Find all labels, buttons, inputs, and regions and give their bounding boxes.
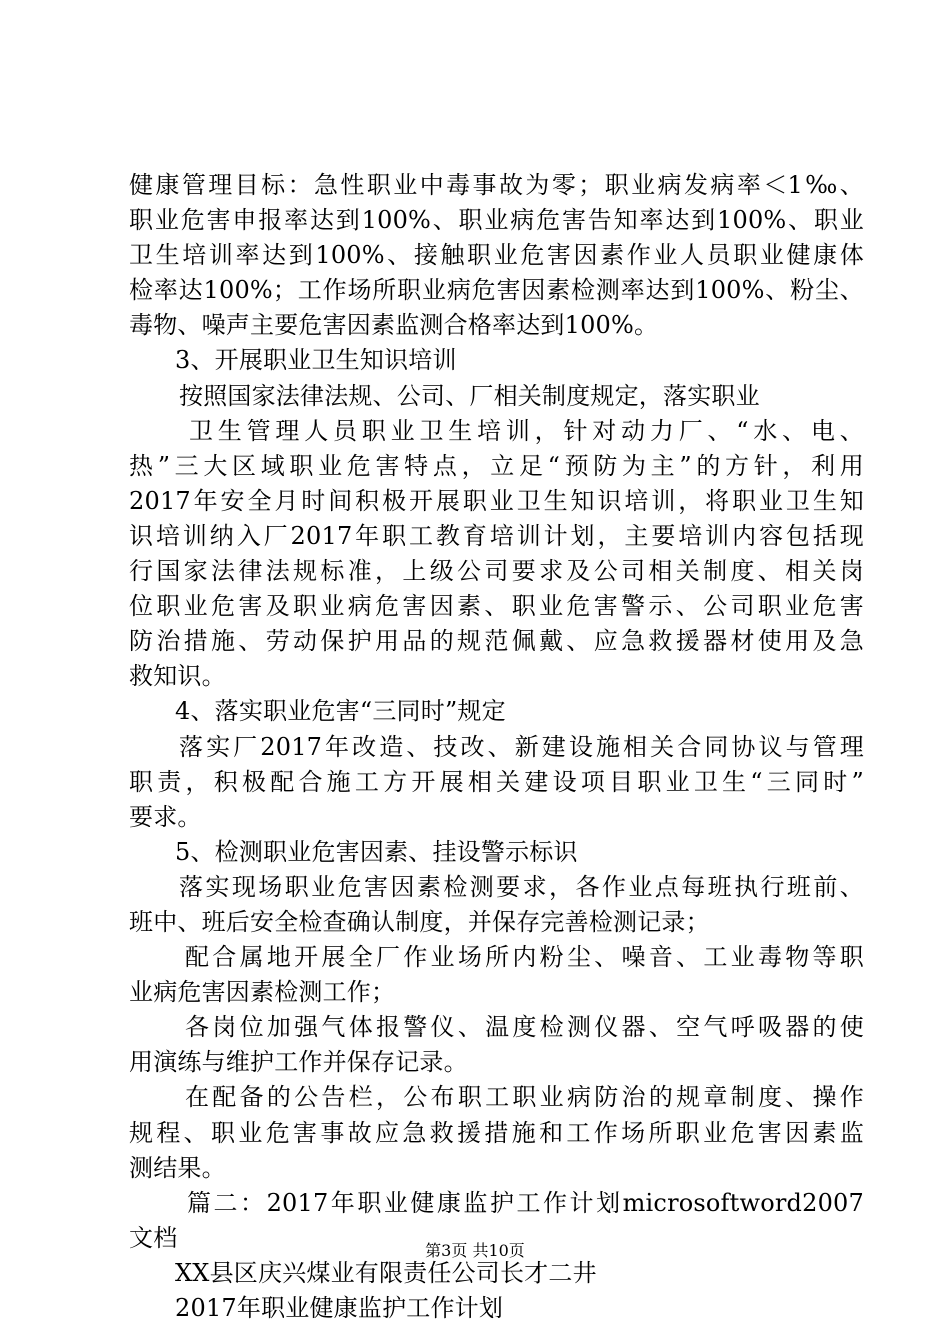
text-line: 职责，积极配合施工方开展相关建设项目职业卫生“三同时” <box>129 767 864 796</box>
text-line: 2017年安全月时间积极开展职业卫生知识培训，将职业卫生知 <box>129 486 864 515</box>
text-line: 3、开展职业卫生知识培训 <box>175 346 457 375</box>
text-line: 识培训纳入厂2017年职工教育培训计划，主要培训内容包括现 <box>129 521 864 550</box>
text-line: XX县区庆兴煤业有限责任公司长才二井 <box>175 1258 597 1287</box>
page-footer: 第3页 共10页 <box>425 1241 525 1260</box>
text-line: 健康管理目标：急性职业中毒事故为零；职业病发病率＜1‰、 <box>129 171 864 199</box>
text-line: 落实厂2017年改造、技改、新建设施相关合同协议与管理 <box>179 732 864 761</box>
text-line: 篇二：2017年职业健康监护工作计划microsoftword2007 <box>187 1188 864 1217</box>
text-line: 2017年职业健康监护工作计划 <box>175 1294 504 1322</box>
text-line: 规程、职业危害事故应急救援措施和工作场所职业危害因素监 <box>129 1118 864 1147</box>
text-line: 班中、班后安全检查确认制度，并保存完善检测记录； <box>129 907 710 936</box>
text-line: 5、检测职业危害因素、挂设警示标识 <box>175 837 578 866</box>
text-line: 热”三大区域职业危害特点，立足“预防为主”的方针，利用 <box>129 451 864 480</box>
text-line: 防治措施、劳动保护用品的规范佩戴、应急救援器材使用及急 <box>129 627 864 656</box>
text-line: 在配备的公告栏，公布职工职业病防治的规章制度、操作 <box>185 1083 864 1112</box>
text-line: 用演练与维护工作并保存记录。 <box>129 1048 468 1077</box>
text-line: 按照国家法律法规、公司、厂相关制度规定，落实职业 <box>179 381 760 410</box>
text-line: 卫生管理人员职业卫生培训，针对动力厂、“水、电、 <box>189 416 864 445</box>
text-line: 检率达100%；工作场所职业病危害因素检测率达到100%、粉尘、 <box>129 276 864 305</box>
text-line: 救知识。 <box>129 662 226 691</box>
text-line: 文档 <box>129 1223 178 1252</box>
text-line: 各岗位加强气体报警仪、温度检测仪器、空气呼吸器的使 <box>185 1013 864 1042</box>
text-line: 行国家法律法规标准，上级公司要求及公司相关制度、相关岗 <box>129 557 864 586</box>
text-line: 4、落实职业危害“三同时”规定 <box>175 697 506 726</box>
body-text <box>129 168 864 1326</box>
text-line: 配合属地开展全厂作业场所内粉尘、噪音、工业毒物等职 <box>185 943 864 972</box>
text-line: 卫生培训率达到100%、接触职业危害因素作业人员职业健康体 <box>129 241 864 270</box>
text-line: 毒物、噪声主要危害因素监测合格率达到100%。 <box>129 311 659 340</box>
text-line: 要求。 <box>129 802 202 831</box>
text-line: 落实现场职业危害因素检测要求，各作业点每班执行班前、 <box>179 872 864 901</box>
text-line: 业病危害因素检测工作； <box>129 978 396 1007</box>
text-line: 位职业危害及职业病危害因素、职业危害警示、公司职业危害 <box>129 592 864 621</box>
text-line: 职业危害申报率达到100%、职业病危害告知率达到100%、职业 <box>129 206 864 235</box>
text-line: 测结果。 <box>129 1153 226 1182</box>
